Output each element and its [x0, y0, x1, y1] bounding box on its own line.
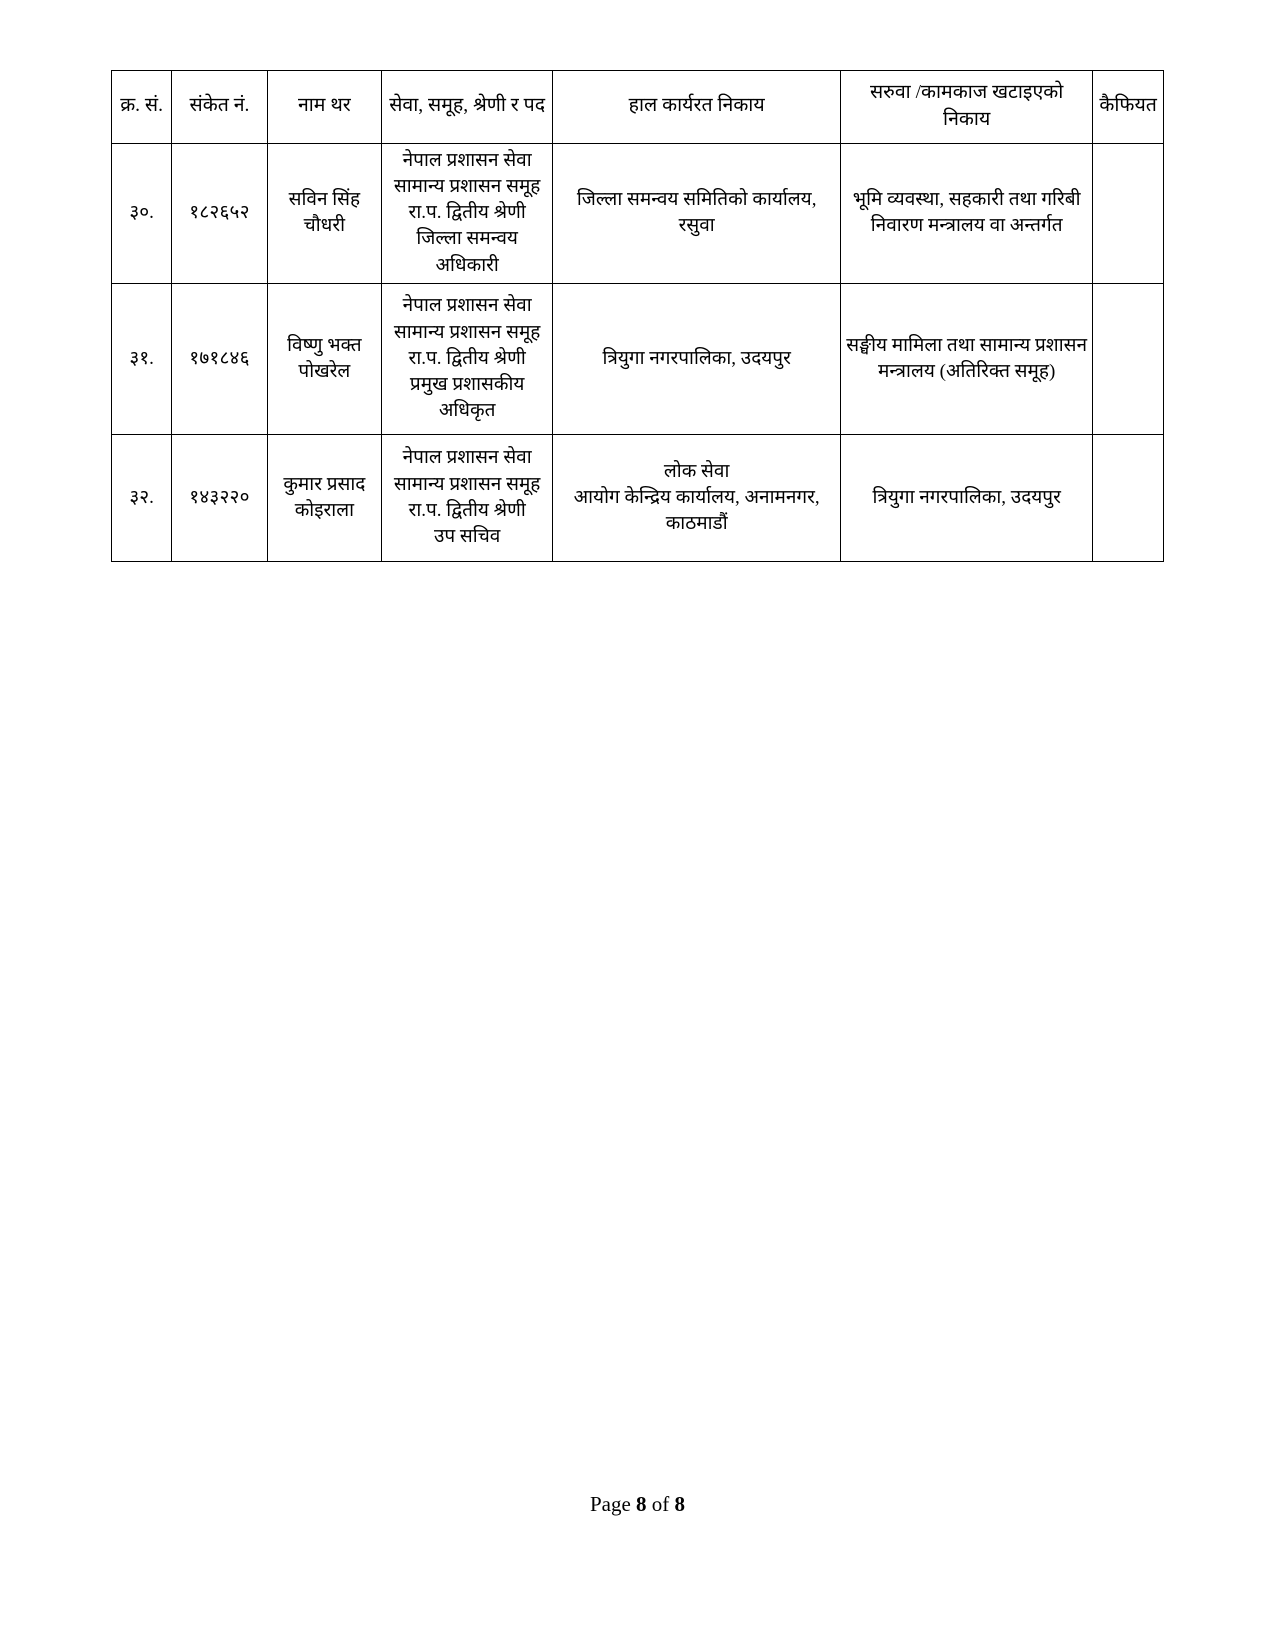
cell-current-office: [553, 283, 841, 434]
table-header: [112, 71, 1164, 144]
cell-destination-office: [840, 143, 1092, 283]
cell-service: [381, 434, 552, 561]
page-label-prefix: Page: [589, 1492, 637, 1516]
service-line: अधिकृत: [438, 400, 496, 422]
current-office-line: लोक सेवा: [663, 460, 730, 482]
table-header-row: [112, 71, 1164, 144]
cell-service: [381, 283, 552, 434]
service-line: अधिकारी: [435, 254, 499, 276]
cell-serial: ३२.: [112, 434, 172, 561]
cell-remarks: [1093, 434, 1164, 561]
service-line: रा.प. द्वितीय श्रेणी: [408, 202, 526, 224]
current-office-line: त्रियुगा नगरपालिका, उदयपुर: [602, 347, 791, 369]
service-line: जिल्ला समन्वय: [416, 228, 518, 250]
cell-destination-office: [840, 283, 1092, 434]
cell-name: [267, 143, 381, 283]
destination-office-line: सङ्घीय मामिला तथा सामान्य प्रशासन: [846, 334, 1088, 356]
name-line: पोखरेल: [298, 360, 351, 382]
column-header-remarks: कैफियत: [1093, 71, 1164, 144]
cell-serial: ३०.: [112, 143, 172, 283]
service-line: सामान्य प्रशासन समूह: [393, 473, 541, 495]
column-header-destination-office: सरुवा /कामकाज खटाइएको निकाय: [840, 71, 1092, 144]
cell-destination-office: [840, 434, 1092, 561]
service-line: रा.प. द्वितीय श्रेणी: [408, 347, 526, 369]
cell-service: [381, 143, 552, 283]
service-line: नेपाल प्रशासन सेवा: [402, 447, 532, 469]
cell-name: [267, 283, 381, 434]
page-footer: [0, 1492, 1275, 1517]
destination-office-line: त्रियुगा नगरपालिका, उदयपुर: [872, 486, 1061, 508]
cell-code: १४३२२०: [172, 434, 268, 561]
service-line: नेपाल प्रशासन सेवा: [402, 295, 532, 317]
destination-office-line: निवारण मन्त्रालय वा अन्तर्गत: [870, 215, 1063, 237]
name-line: सविन सिंह चौधरी: [288, 189, 361, 237]
service-line: उप सचिव: [433, 526, 501, 548]
cell-name: [267, 434, 381, 561]
cell-remarks: [1093, 283, 1164, 434]
cell-remarks: [1093, 143, 1164, 283]
service-line: सामान्य प्रशासन समूह: [393, 176, 541, 198]
cell-code: १८२६५२: [172, 143, 268, 283]
service-line: सामान्य प्रशासन समूह: [393, 321, 541, 343]
column-header-code: संकेत नं.: [172, 71, 268, 144]
service-line: प्रमुख प्रशासकीय: [409, 374, 525, 396]
cell-current-office: [553, 143, 841, 283]
service-line: नेपाल प्रशासन सेवा: [402, 149, 532, 171]
service-line: रा.प. द्वितीय श्रेणी: [408, 499, 526, 521]
table-row: [112, 143, 1164, 283]
column-header-service: सेवा, समूह, श्रेणी र पद: [381, 71, 552, 144]
name-line: विष्णु भक्त: [287, 334, 362, 356]
page-label-middle: of: [646, 1492, 675, 1516]
page-number-total: 8: [674, 1492, 686, 1516]
transfer-table-container: [111, 70, 1164, 562]
current-office-line: काठमाडौं: [665, 513, 728, 535]
table-body: [112, 143, 1164, 561]
destination-office-line: मन्त्रालय (अतिरिक्त समूह): [878, 360, 1056, 382]
current-office-line: जिल्ला समन्वय समितिको कार्यालय, रसुवा: [576, 189, 817, 237]
column-header-serial: क्र. सं.: [112, 71, 172, 144]
table-row: [112, 283, 1164, 434]
table-row: [112, 434, 1164, 561]
cell-serial: ३१.: [112, 283, 172, 434]
page-number-current: 8: [636, 1492, 647, 1516]
current-office-line: आयोग केन्द्रिय कार्यालय, अनामनगर,: [573, 486, 820, 508]
name-line: कोइराला: [294, 499, 355, 521]
cell-current-office: [553, 434, 841, 561]
column-header-name: नाम थर: [267, 71, 381, 144]
destination-office-line: भूमि व्यवस्था, सहकारी तथा गरिबी: [852, 189, 1081, 211]
cell-code: १७१८४६: [172, 283, 268, 434]
name-line: कुमार प्रसाद: [283, 473, 366, 495]
transfer-table: [111, 70, 1164, 562]
column-header-current-office: हाल कार्यरत निकाय: [553, 71, 841, 144]
